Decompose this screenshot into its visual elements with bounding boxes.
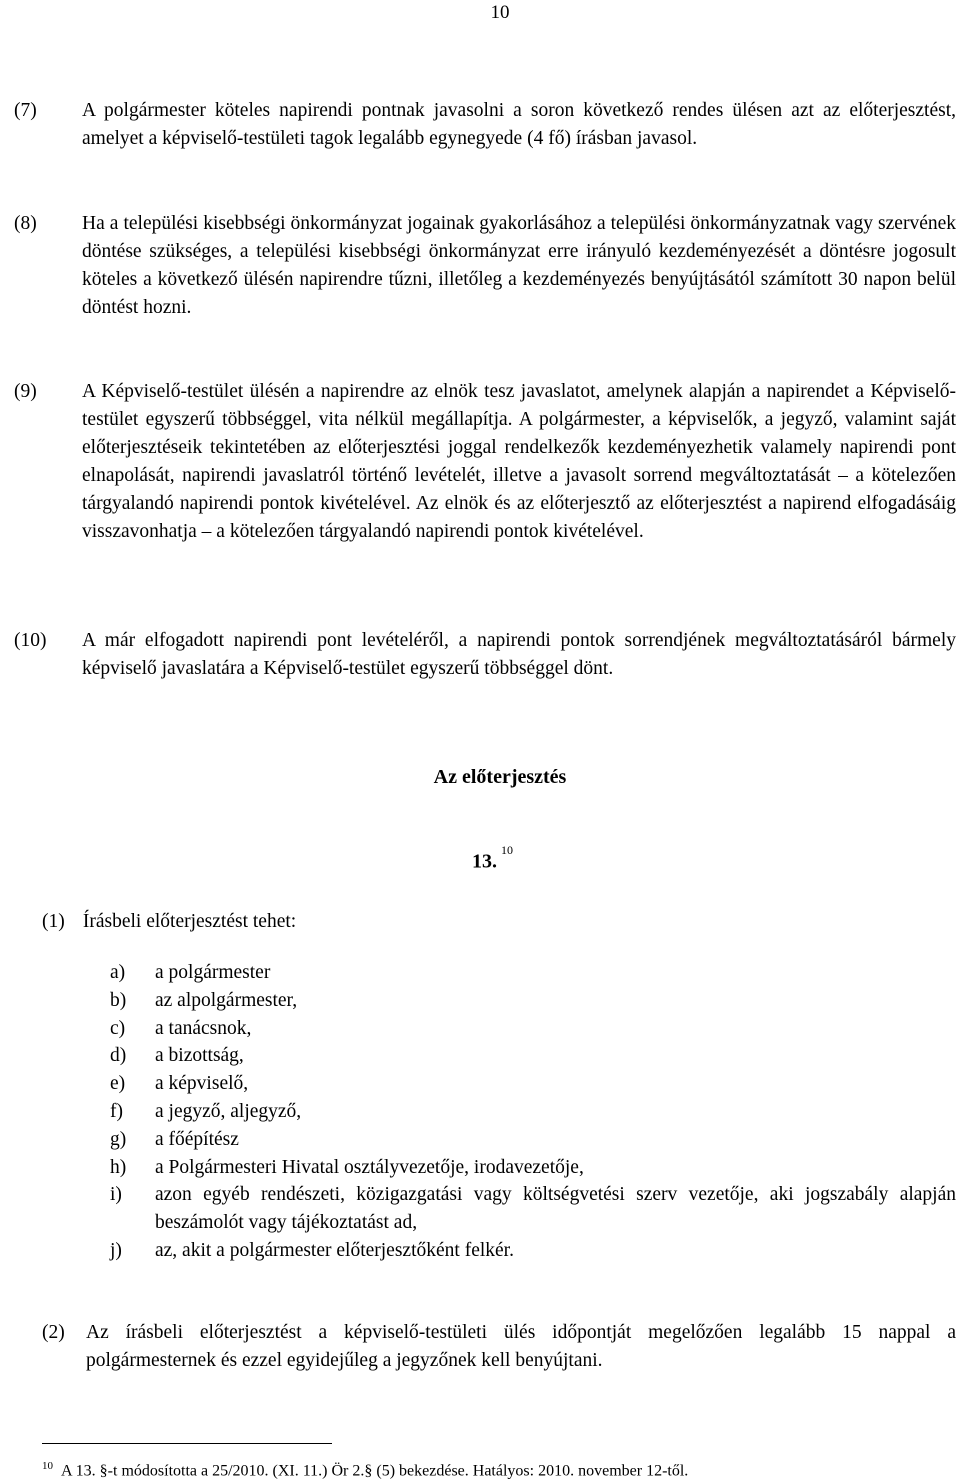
list-item bbox=[110, 987, 956, 1015]
footnote-divider bbox=[42, 1443, 332, 1444]
list-item bbox=[110, 1042, 956, 1070]
list-letter: e) bbox=[110, 1073, 126, 1095]
paragraph-number: (7) bbox=[14, 100, 37, 121]
list-item bbox=[110, 959, 956, 987]
paragraph-text: A Képviselő-testület ülésén a napirendre az elnök tesz javaslatot, amelynek alapján a napirendet a Képviselő-testület egyszerű többséggel, vita nélkül megállapítja. A polgármester, a képviselők, a jegyző, valamint saját előterjesztéseik tekintetében az előterjesztési joggal rendelkezők kezdeményezhetik valamely napirendi pont elnapolását, napirendi javaslatról történő levételét, illetve a javasolt sorrend megváltoztatását – a kötelezően tárgyalandó napirendi pontok kivételével. Az elnök és az előterjesztő az előterjesztést a napirend elfogadásáig visszavonhatja – a kötelezően tárgyalandó napirendi pontok kivételével. bbox=[82, 381, 956, 542]
paragraph-10 bbox=[14, 627, 956, 683]
page-number: 10 bbox=[490, 2, 510, 23]
paragraph-text: A polgármester köteles napirendi pontnak javasolni a soron következő rendes ülésen azt az előterjesztést, amelyet a képviselő-testületi tagok legalább egynegyede (4 fő) írásban javasol. bbox=[82, 100, 956, 149]
list-letter: i) bbox=[110, 1184, 122, 1206]
list-letter: c) bbox=[110, 1017, 126, 1039]
list-letter: a) bbox=[110, 962, 126, 983]
section-number-text: 13. bbox=[472, 850, 497, 873]
list-item bbox=[110, 1098, 956, 1126]
list-letter: j) bbox=[110, 1239, 122, 1261]
paragraph-number: (8) bbox=[14, 213, 37, 234]
list-text: a főépítész bbox=[155, 1128, 239, 1150]
paragraph-number: (10) bbox=[14, 630, 47, 651]
paragraph-text: Az írásbeli előterjesztést a képviselő-testületi ülés időpontját megelőzően legalább 15 nappal a polgármesternek és ezzel egyidejűleg a jegyzőnek kell benyújtani. bbox=[86, 1322, 956, 1371]
paragraph-2 bbox=[42, 1319, 956, 1375]
list-letter: f) bbox=[110, 1100, 123, 1122]
list-text: az alpolgármester, bbox=[155, 989, 298, 1011]
intro-paragraph bbox=[42, 908, 296, 936]
list-letter: h) bbox=[110, 1156, 127, 1178]
section-number bbox=[472, 843, 513, 874]
list-text: a képviselő, bbox=[155, 1073, 249, 1095]
paragraph-7 bbox=[14, 97, 956, 153]
list-item bbox=[110, 1126, 956, 1154]
paragraph-9 bbox=[14, 378, 956, 546]
list-text: a jegyző, aljegyző, bbox=[155, 1100, 302, 1122]
footnote-marker: 10 bbox=[42, 1460, 53, 1472]
paragraph-text: A már elfogadott napirendi pont levételéről, a napirendi pontok sorrendjének megváltoztatásáról bármely képviselő javaslatára a Képviselő-testület egyszerű többséggel dönt. bbox=[82, 630, 956, 679]
paragraph-text: Írásbeli előterjesztést tehet: bbox=[82, 911, 297, 932]
list-item bbox=[110, 1237, 956, 1265]
footnote bbox=[42, 1456, 688, 1481]
paragraph-number: (1) bbox=[42, 911, 65, 932]
section-title: Az előterjesztés bbox=[433, 766, 567, 788]
paragraph-number: (9) bbox=[14, 381, 37, 402]
list-item bbox=[110, 1015, 956, 1043]
paragraph-text: Ha a települési kisebbségi önkormányzat jogainak gyakorlásához a települési önkormányzatnak vagy szervének döntése szükséges, a települési kisebbségi önkormányzat erre irányuló kezdeményezését a döntésre jogosult köteles a következő ülésén napirendre tűzni, illetőleg a kezdeményezés benyújtásától számított 30 napon belül döntést hozni. bbox=[82, 213, 956, 318]
paragraph-8 bbox=[14, 210, 956, 322]
footnote-text: A 13. §-t módosította a 25/2010. (XI. 11.) Ör 2.§ (5) bekezdése. Hatályos: 2010. november 12-től. bbox=[61, 1462, 689, 1480]
list-letter: g) bbox=[110, 1128, 127, 1150]
list-item bbox=[110, 1181, 956, 1237]
list-text: az, akit a polgármester előterjesztőként felkér. bbox=[155, 1239, 514, 1261]
list-letter: d) bbox=[110, 1045, 127, 1067]
footnote-reference[interactable]: 10 bbox=[501, 843, 513, 857]
list-letter: b) bbox=[110, 989, 127, 1011]
list-text: a bizottság, bbox=[155, 1045, 244, 1067]
paragraph-number: (2) bbox=[42, 1322, 65, 1343]
list-text: a polgármester bbox=[155, 962, 271, 983]
submitter-list bbox=[110, 959, 956, 1265]
list-text: a tanácsnok, bbox=[155, 1017, 252, 1039]
list-text: azon egyéb rendészeti, közigazgatási vagy költségvetési szerv vezetője, aki jogszabály alapján beszámolót vagy tájékoztatást ad, bbox=[155, 1184, 956, 1234]
list-item bbox=[110, 1070, 956, 1098]
list-item bbox=[110, 1154, 956, 1182]
list-text: a Polgármesteri Hivatal osztályvezetője, irodavezetője, bbox=[155, 1156, 584, 1178]
